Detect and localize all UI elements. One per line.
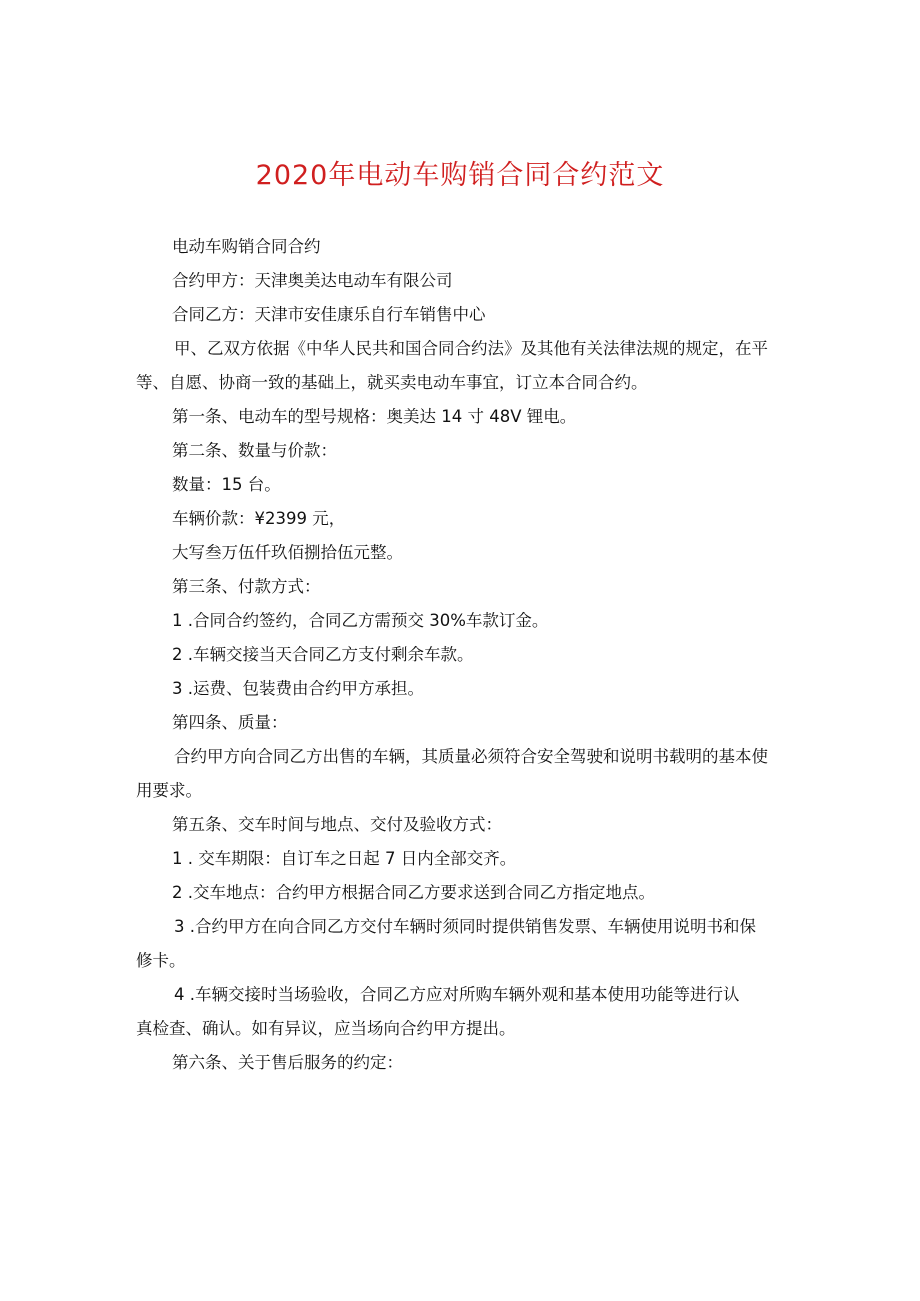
article-2-quantity: 数量：15 台。 (172, 475, 281, 494)
paragraph-contract-name: 电动车购销合同合约 (172, 237, 321, 256)
article-5-item-3-line-1: 3 .合约甲方在向合同乙方交付车辆时须同时提供销售发票、车辆使用说明书和保 (174, 917, 756, 936)
article-3-item-1: 1 .合同合约签约，合同乙方需预交 30%车款订金。 (172, 611, 549, 630)
paragraph-party-a: 合约甲方：天津奥美达电动车有限公司 (172, 271, 453, 290)
article-3-item-3: 3 .运费、包装费由合约甲方承担。 (172, 679, 424, 698)
article-2-price-words: 大写叁万伍仟玖佰捌拾伍元整。 (172, 543, 403, 562)
article-6-heading: 第六条、关于售后服务的约定： (172, 1053, 403, 1072)
article-5-item-4-line-1: 4 .车辆交接时当场验收，合同乙方应对所购车辆外观和基本使用功能等进行认 (174, 985, 740, 1004)
article-2-heading: 第二条、数量与价款： (172, 441, 337, 460)
paragraph-preamble-line-1: 甲、乙双方依据《中华人民共和国合同合约法》及其他有关法律法规的规定，在平 (174, 339, 768, 358)
document-title: 2020年电动车购销合同合约范文 (255, 160, 665, 191)
article-4-text-line-2: 用要求。 (136, 781, 202, 800)
article-5-item-3-line-2: 修卡。 (136, 951, 186, 970)
article-4-heading: 第四条、质量： (172, 713, 288, 732)
article-4-text-line-1: 合约甲方向合同乙方出售的车辆，其质量必须符合安全驾驶和说明书载明的基本使 (174, 747, 768, 766)
article-5-item-2: 2 .交车地点：合约甲方根据合同乙方要求送到合同乙方指定地点。 (172, 883, 655, 902)
document-body (136, 230, 788, 1080)
article-3-heading: 第三条、付款方式： (172, 577, 321, 596)
article-5-item-1: 1 . 交车期限：自订车之日起 7 日内全部交齐。 (172, 849, 517, 868)
article-5-heading: 第五条、交车时间与地点、交付及验收方式： (172, 815, 502, 834)
article-2-price: 车辆价款：¥2399 元， (172, 509, 346, 528)
paragraph-party-b: 合同乙方：天津市安佳康乐自行车销售中心 (172, 305, 486, 324)
article-3-item-2: 2 .车辆交接当天合同乙方支付剩余车款。 (172, 645, 474, 664)
article-1-model: 第一条、电动车的型号规格：奥美达 14 寸 48V 锂电。 (172, 407, 577, 426)
paragraph-preamble-line-2: 等、自愿、协商一致的基础上，就买卖电动车事宜，订立本合同合约。 (136, 373, 648, 392)
article-5-item-4-line-2: 真检查、确认。如有异议，应当场向合约甲方提出。 (136, 1019, 516, 1038)
